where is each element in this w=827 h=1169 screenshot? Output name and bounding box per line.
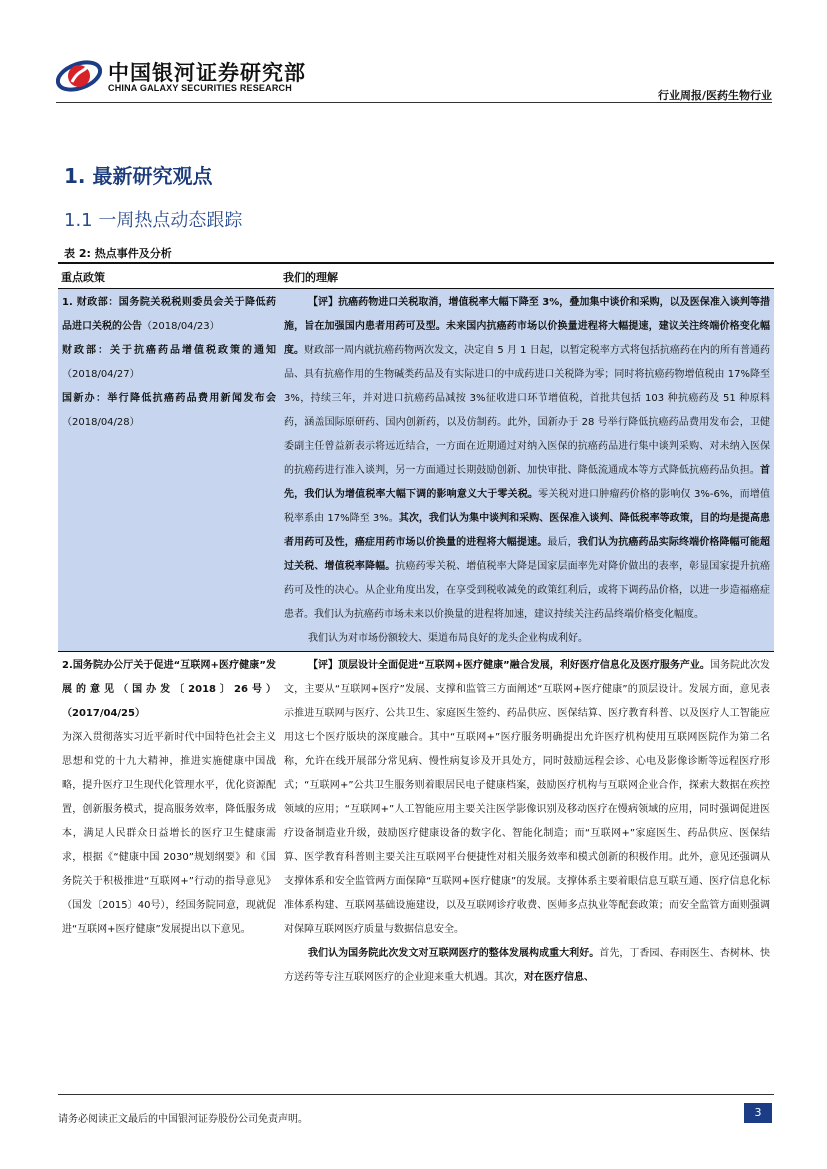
col-header-policy: 重点政策 [58, 263, 280, 289]
analysis-conclusion: 我们认为对市场份额较大、渠道布局良好的龙头企业构成利好。 [308, 633, 588, 644]
table-row [58, 289, 774, 652]
table-header-row [58, 263, 774, 289]
table-caption: 表 2: 热点事件及分析 [64, 247, 172, 260]
analysis-comment: 【评】顶层设计全面促进“互联网+医疗健康”融合发展，利好医疗信息化及医疗服务产业。 [308, 660, 710, 671]
analysis-text: 财政部一周内就抗癌药物两次发文，决定自 5 月 1 日起，以暂定税率方式将包括抗癌药在内的所有普通药品、具有抗癌作用的生物碱类药品及有实际进口的中成药进口关税降为零；同时将抗癌药物增值税由 17%降至 3%，持续三年，并对进口抗癌药品减按 3%征收进口环节增值税，首批共包括 103 种抗癌药及 51 种原料药，涵盖国际原研药、国内创新药，以及仿制药。此外，国新办于 28 号举行降低抗癌药品费用发布会，卫健委副主任曾益新表示将远近结合，一方面在近期通过对纳入医保的抗癌药品进行集中谈判采购、对未纳入医保的抗癌药进行准入谈判，另一方面通过长期鼓励创新、加快审批、降低流通成本等方式降低抗癌药品负担。 [284, 345, 770, 476]
analysis-text: 抗癌药零关税、增值税率大降是国家层面率先对降价做出的表率，彰显国家提升抗癌药可及性的决心。从企业角度出发，在享受到税收减免的政策红利后，或将下调药品价格，以进一步造福癌症患者。我们认为抗癌药市场未来以价换量的进程将加速，建议持续关注药品终端价格变化幅度。 [284, 561, 771, 620]
policy-title: 财政部：关于抗癌药品增值税政策的通知 [62, 345, 276, 356]
analysis-cell [280, 289, 774, 652]
policy-title: 国新办：举行降低抗癌药品费用新闻发布会 [62, 393, 276, 404]
analysis-emphasis: 其次，我们认为集中谈判和采购、医保准入谈判、降低税率等政策，目的均是提高患者用药可及性，癌症用药市场以价换量的进程将大幅提速。 [284, 513, 770, 548]
logo-chinese-text: 中国银河证券研究部 [108, 61, 306, 85]
policy-date: （2018/04/27） [62, 369, 140, 380]
analysis-text: 最后， [547, 537, 578, 548]
galaxy-logo-icon [56, 56, 102, 96]
analysis-text: 国务院此次发文，主要从“互联网+医疗”发展、支撑和监管三方面阐述“互联网+医疗健康”的顶层设计。发展方面，意见表示推进互联网与医疗、公共卫生、家庭医生签约、药品供应、医保结算、医疗教育科普、以及医疗人工智能应用这七个医疗版块的深度融合。其中“互联网+”医疗服务明确提出允许医疗机构使用互联网医院作为第二名称，允许在线开展部分常见病、慢性病复诊及开具处方，同时鼓励远程会诊、心电及影像诊断等远程医疗形式；“互联网+”公共卫生服务则着眼居民电子健康档案，鼓励医疗机构与互联网企业合作，探索大数据在疾控领域的应用；“互联网+”人工智能应用主要关注医学影像识别及移动医疗在慢病领域的应用，同时强调促进医疗设备制造业升级，鼓励医疗健康设备的数字化、智能化制造；而“互联网+”家庭医生、药品供应、医保结算、医学教育科普则主要关注互联网平台便捷性对相关服务效率和模式创新的积极作用。此外，意见还强调从支撑体系和安全监管两方面保障“互联网+医疗健康”的发展。支撑体系主要着眼信息互联互通、医疗信息化标准体系构建、互联网基础设施建设，以及互联网诊疗收费、医师多点执业等配套政策；而安全监管方面则强调对保障互联网医疗质量与数据信息安全。 [284, 660, 771, 935]
analysis-cell [280, 652, 774, 991]
col-header-analysis: 我们的理解 [280, 263, 774, 289]
analysis-emphasis: 我们认为抗癌药品实际终端价格降幅可能超过关税、增值税率降幅。 [284, 537, 771, 572]
analysis-text: 首先，丁香园、春雨医生、杏树林、快方送药等专注互联网医疗的企业迎来重大机遇。其次， [284, 948, 771, 983]
policy-description: 为深入贯彻落实习近平新时代中国特色社会主义思想和党的十九大精神，推进实施健康中国战略，提升医疗卫生现代化管理水平，优化资源配置，创新服务模式，提高服务效率，降低服务成本，满足人民群众日益增长的医疗卫生健康需求，根据《“健康中国 2030”规划纲要》和《国务院关于积极推进“互联网+”行动的指导意见》（国发〔2015〕40号），经国务院同意，现就促进“互联网+医疗健康”发展提出以下意见。 [62, 732, 276, 935]
report-category: 行业周报/医药生物行业 [657, 89, 772, 102]
section-title: 1. 最新研究观点 [64, 164, 213, 188]
policy-date: （2018/04/23） [142, 321, 220, 332]
analysis-emphasis: 我们认为国务院此次发文对互联网医疗的整体发展构成重大利好。 [308, 948, 600, 959]
page-number: 3 [744, 1103, 772, 1123]
policy-title: 2.国务院办公厅关于促进“互联网+医疗健康”发展的意见（国办发〔2018〕26号）（2017/04/25） [62, 660, 276, 719]
policy-date: （2018/04/28） [62, 417, 140, 428]
subsection-title: 1.1 一周热点动态跟踪 [64, 210, 243, 231]
logo-english-text: CHINA GALAXY SECURITIES RESEARCH [108, 83, 292, 93]
analysis-comment: 【评】抗癌药物进口关税取消，增值税率大幅下降至 3%，叠加集中谈价和采购，以及医保准入谈判等措施，旨在加强国内患者用药可及型。未来国内抗癌药市场以价换量进程将大幅提速，建议关注终端价格变化幅度。 [284, 297, 770, 356]
policy-cell [58, 289, 280, 652]
analysis-emphasis: 首先，我们认为增值税率大幅下调的影响意义大于零关税。 [284, 465, 770, 500]
header-divider [56, 102, 772, 103]
policy-title: 1. 财政部：国务院关税税则委员会关于降低药品进口关税的公告 [62, 297, 276, 332]
analysis-emphasis: 对在医疗信息、 [524, 972, 594, 983]
page-header [56, 54, 772, 102]
footer-disclaimer: 请务必阅读正文最后的中国银河证券股份公司免责声明。 [58, 1114, 308, 1125]
table-row [58, 652, 774, 991]
analysis-text: 零关税对进口肿瘤药价格的影响仅 3%-6%，而增值税率系由 17%降至 3%。 [284, 489, 771, 524]
hot-events-table [58, 262, 774, 990]
footer-divider [58, 1094, 774, 1095]
policy-cell [58, 652, 280, 991]
